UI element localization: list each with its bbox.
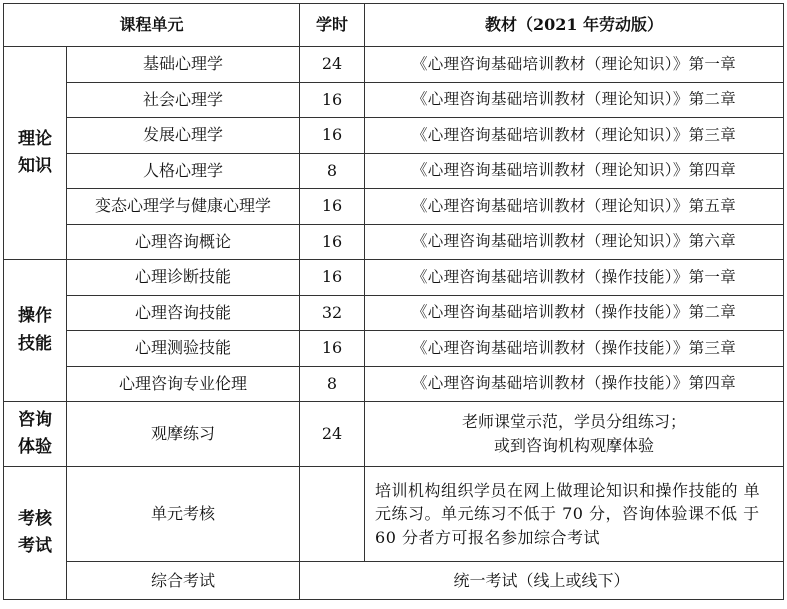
header-row xyxy=(4,4,784,47)
course-textbook: 《心理咨询基础培训教材（操作技能）》第四章 xyxy=(365,366,784,402)
course-name: 基础心理学 xyxy=(67,47,300,83)
table-row xyxy=(4,260,784,296)
course-name: 观摩练习 xyxy=(67,402,300,467)
course-name: 心理咨询专业伦理 xyxy=(67,366,300,402)
header-hours: 学时 xyxy=(300,4,365,47)
table-row xyxy=(4,366,784,402)
header-textbook: 教材（2021 年劳动版） xyxy=(365,4,784,47)
course-hours: 16 xyxy=(300,118,365,154)
table-row xyxy=(4,118,784,154)
course-name: 心理诊断技能 xyxy=(67,260,300,296)
header-unit: 课程单元 xyxy=(4,4,300,47)
course-textbook: 《心理咨询基础培训教材（理论知识）》第五章 xyxy=(365,189,784,225)
course-name: 单元考核 xyxy=(67,467,300,562)
table-row xyxy=(4,295,784,331)
course-name: 综合考试 xyxy=(67,562,300,600)
category-skills: 操作 技能 xyxy=(4,260,67,402)
course-hours: 16 xyxy=(300,331,365,367)
course-textbook: 《心理咨询基础培训教材（操作技能）》第二章 xyxy=(365,295,784,331)
category-theory: 理论 知识 xyxy=(4,47,67,260)
course-hours-empty xyxy=(300,467,365,562)
course-name: 发展心理学 xyxy=(67,118,300,154)
course-hours: 16 xyxy=(300,224,365,260)
course-name: 社会心理学 xyxy=(67,82,300,118)
course-textbook: 《心理咨询基础培训教材（理论知识）》第二章 xyxy=(365,82,784,118)
final-exam-description: 统一考试（线上或线下） xyxy=(300,562,784,600)
course-name: 人格心理学 xyxy=(67,153,300,189)
table-row xyxy=(4,402,784,467)
course-table xyxy=(3,3,784,600)
course-name: 心理咨询概论 xyxy=(67,224,300,260)
course-textbook: 《心理咨询基础培训教材（理论知识）》第四章 xyxy=(365,153,784,189)
course-hours: 8 xyxy=(300,153,365,189)
experience-description: 老师课堂示范，学员分组练习； 或到咨询机构观摩体验 xyxy=(365,402,784,467)
table-row xyxy=(4,224,784,260)
course-textbook: 《心理咨询基础培训教材（理论知识）》第三章 xyxy=(365,118,784,154)
course-name: 心理测验技能 xyxy=(67,331,300,367)
course-hours: 16 xyxy=(300,189,365,225)
course-hours: 24 xyxy=(300,47,365,83)
category-experience: 咨询 体验 xyxy=(4,402,67,467)
course-hours: 24 xyxy=(300,402,365,467)
table-row xyxy=(4,189,784,225)
table-row xyxy=(4,467,784,562)
table-row xyxy=(4,82,784,118)
course-name: 变态心理学与健康心理学 xyxy=(67,189,300,225)
course-textbook: 《心理咨询基础培训教材（理论知识）》第一章 xyxy=(365,47,784,83)
unit-exam-description: 培训机构组织学员在网上做理论知识和操作技能的 单元练习。单元练习不低于 70 分，咨询体验课不低 于 60 分者方可报名参加综合考试 xyxy=(365,467,784,562)
table-row xyxy=(4,331,784,367)
course-hours: 16 xyxy=(300,260,365,296)
course-name: 心理咨询技能 xyxy=(67,295,300,331)
table-row xyxy=(4,47,784,83)
course-textbook: 《心理咨询基础培训教材（理论知识）》第六章 xyxy=(365,224,784,260)
table-row xyxy=(4,153,784,189)
course-textbook: 《心理咨询基础培训教材（操作技能）》第三章 xyxy=(365,331,784,367)
table-row xyxy=(4,562,784,600)
course-textbook: 《心理咨询基础培训教材（操作技能）》第一章 xyxy=(365,260,784,296)
course-hours: 8 xyxy=(300,366,365,402)
category-exam: 考核 考试 xyxy=(4,467,67,600)
course-hours: 32 xyxy=(300,295,365,331)
course-hours: 16 xyxy=(300,82,365,118)
